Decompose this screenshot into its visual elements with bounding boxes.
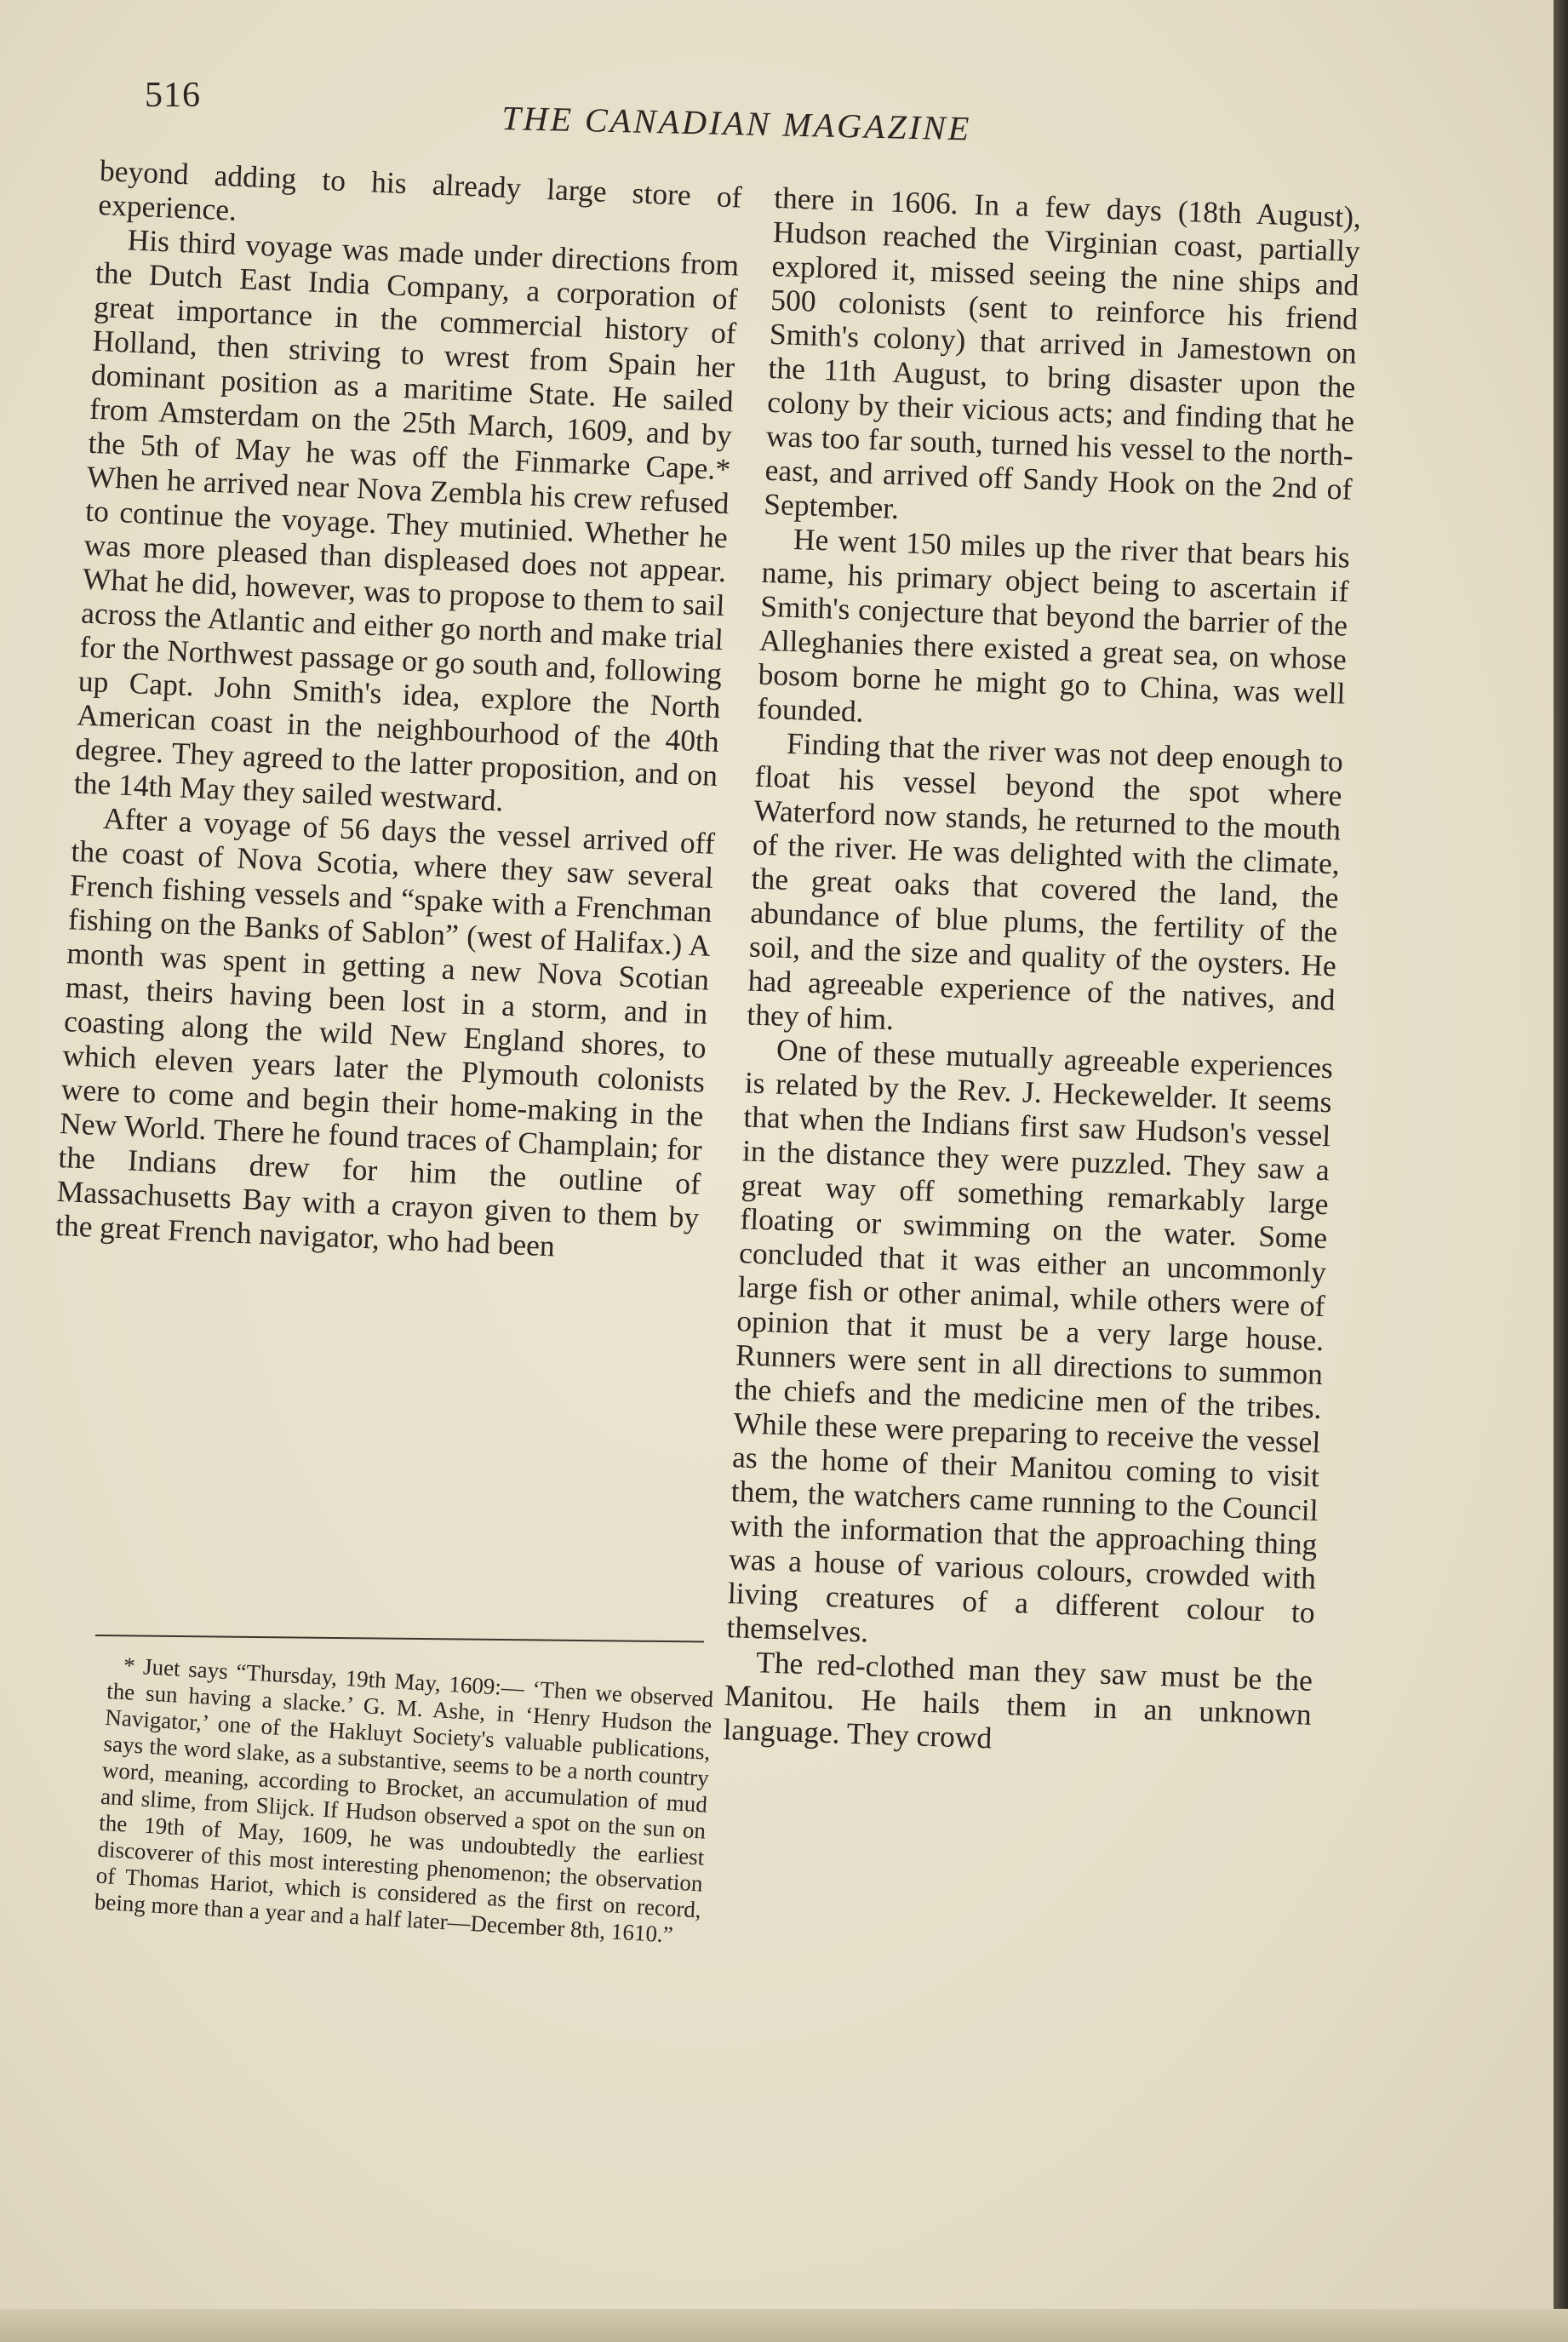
paragraph: His third voyage was made under directions from the Dutch East India Company, a corporation of great importance in the commercial history of Holland, then striving to wrest from Spain her dominant position as a maritime State. He sailed from Amsterdam on the 25th March, 1609, and by the 5th of May he was off the Finmarke Cape.* When he arrived near Nova Zembla his crew refused to continue the voyage. They mutinied. Whether he was more pleased than displeased does not appear. What he did, however, was to propose to them to sail across the Atlantic and either go north and make trial for the Northwest passage or go south and, following up Capt. John Smith's idea, explore the North American coast in the neighbourhood of the 40th degree. They agreed to the latter proposition, and on the 14th May they sailed westward. — [73, 222, 740, 818]
paragraph: After a voyage of 56 days the vessel arrived off the coast of Nova Scotia, where they saw several French fishing vessels and “spake with a Frenchman fishing on the Banks of Sablon” (west of Halifax.) A month was spent in getting a new Nova Scotian mast, theirs having been lost in a storm, and in coasting along the wild New England shores, to which eleven years later the Plymouth colonists were to come and begin their home-making in the New World. There he found traces of Champlain; for the Indians drew for him the outline of Massachusetts Bay with a crayon given to them by the great French navigator, who had been — [54, 800, 716, 1263]
footnote — [94, 1652, 714, 1950]
page-bottom-edge — [0, 2309, 1568, 2342]
paragraph: Finding that the river was not deep enough to float his vessel beyond the spot where Waterford now stands, he returned to the mouth of the river. He was delighted with the climate, the great oaks that covered the land, the abundance of blue plums, the fertility of the soil, and the size and quality of the oysters. He had agreeable experience of the natives, and they of him. — [746, 725, 1344, 1037]
right-column — [723, 180, 1362, 1766]
paragraph: beyond adding to his already large store of experience. — [97, 153, 743, 227]
paragraph: He went 150 miles up the river that bears his name, his primary object being to ascertain if Smith's conjecture that beyond the barrier of the Alleghanies there existed a great sea, on whose bosom borne he might go to China, was well founded. — [756, 521, 1351, 729]
footnote-divider — [95, 1635, 704, 1642]
book-spine-shadow — [1554, 0, 1568, 2342]
page-number: 516 — [145, 76, 201, 115]
footnote-text: * Juet says “Thursday, 19th May, 1609:— ‘Then we observed the sun having a slacke.’ G. M. Ashe, in ‘Henry Hudson the Navigator,’ one of the Hakluyt Society's valuable publications, says the word slake, as a substantive, seems to be a north country word, meaning, according to Brocket, an accumulation of mud and slime, from Slijck. If Hudson observed a spot on the sun on the 19th of May, 1609, he was undoubtedly the earliest discoverer of this most interesting phenomenon; the observation of Thomas Hariot, which is considered as the first on record, being more than a year and a half later—December 8th, 1610.” — [94, 1652, 714, 1948]
left-column — [54, 153, 742, 1268]
running-title: THE CANADIAN MAGAZINE — [501, 98, 972, 148]
paragraph: there in 1606. In a few days (18th August), Hudson reached the Virginian coast, partially explored it, missed seeing the nine ships and 500 colonists (sent to reinforce his friend Smith's colony) that arrived in Jamestown on the 11th August, to bring disaster upon the colony by their vicious acts; and finding that he was too far south, turned his vessel to the north-east, and arrived off Sandy Hook on the 2nd of September. — [763, 180, 1362, 526]
paragraph: One of these mutually agreeable experiences is related by the Rev. J. Heckewelder. It seems that when the Indians first saw Hudson's vessel in the distance they were puzzled. They saw a great way off something remarkably large floating or swimming on the water. Some concluded that it was either an uncommonly large fish or other animal, while others were of opinion that it must be a very large house. Runners were sent in all directions to summon the chiefs and the medicine men of the tribes. While these were preparing to receive the vessel as the home of their Manitou coming to visit them, the watchers came running to the Council with the information that the approaching thing was a house of various colours, crowded with living creatures of a different colour to themselves. — [725, 1032, 1334, 1649]
paragraph: The red-clothed man they saw must be the Manitou. He hails them in an unknown language. They crowd — [722, 1645, 1313, 1755]
